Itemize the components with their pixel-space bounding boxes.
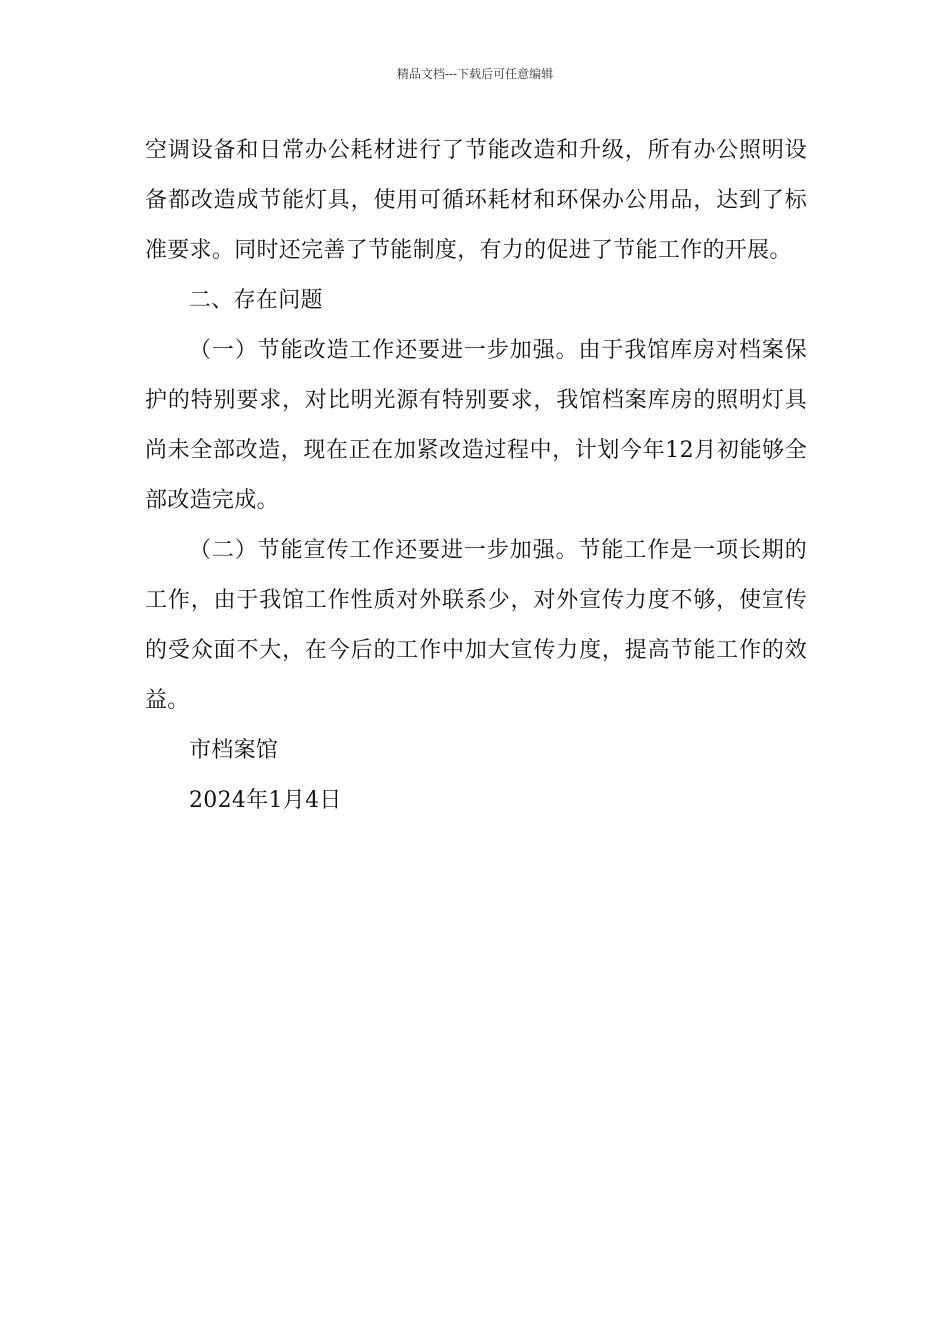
paragraph-problem-1: （一）节能改造工作还要进一步加强。由于我馆库房对档案保护的特别要求，对比明光源有特别要求，我馆档案库房的照明灯具尚未全部改造，现在正在加紧改造过程中，计划今年12月初能够全部改造完成。 [145,338,807,513]
paragraph-continuation: 空调设备和日常办公耗材进行了节能改造和升级，所有办公照明设备都改造成节能灯具，使用可循环耗材和环保办公用品，达到了标准要求。同时还完善了节能制度，有力的促进了节能工作的开展。 [145,138,807,263]
page-header: 精品文档---下载后可任意编辑 [396,67,554,81]
signature-date: 2024年1月4日 [189,788,342,813]
section-heading-problems: 二、存在问题 [189,288,323,313]
document-body [145,126,807,826]
signature-organization: 市档案馆 [189,738,279,763]
paragraph-problem-2: （二）节能宣传工作还要进一步加强。节能工作是一项长期的工作，由于我馆工作性质对外联系少，对外宣传力度不够，使宣传的受众面不大，在今后的工作中加大宣传力度，提高节能工作的效益。 [145,538,807,713]
